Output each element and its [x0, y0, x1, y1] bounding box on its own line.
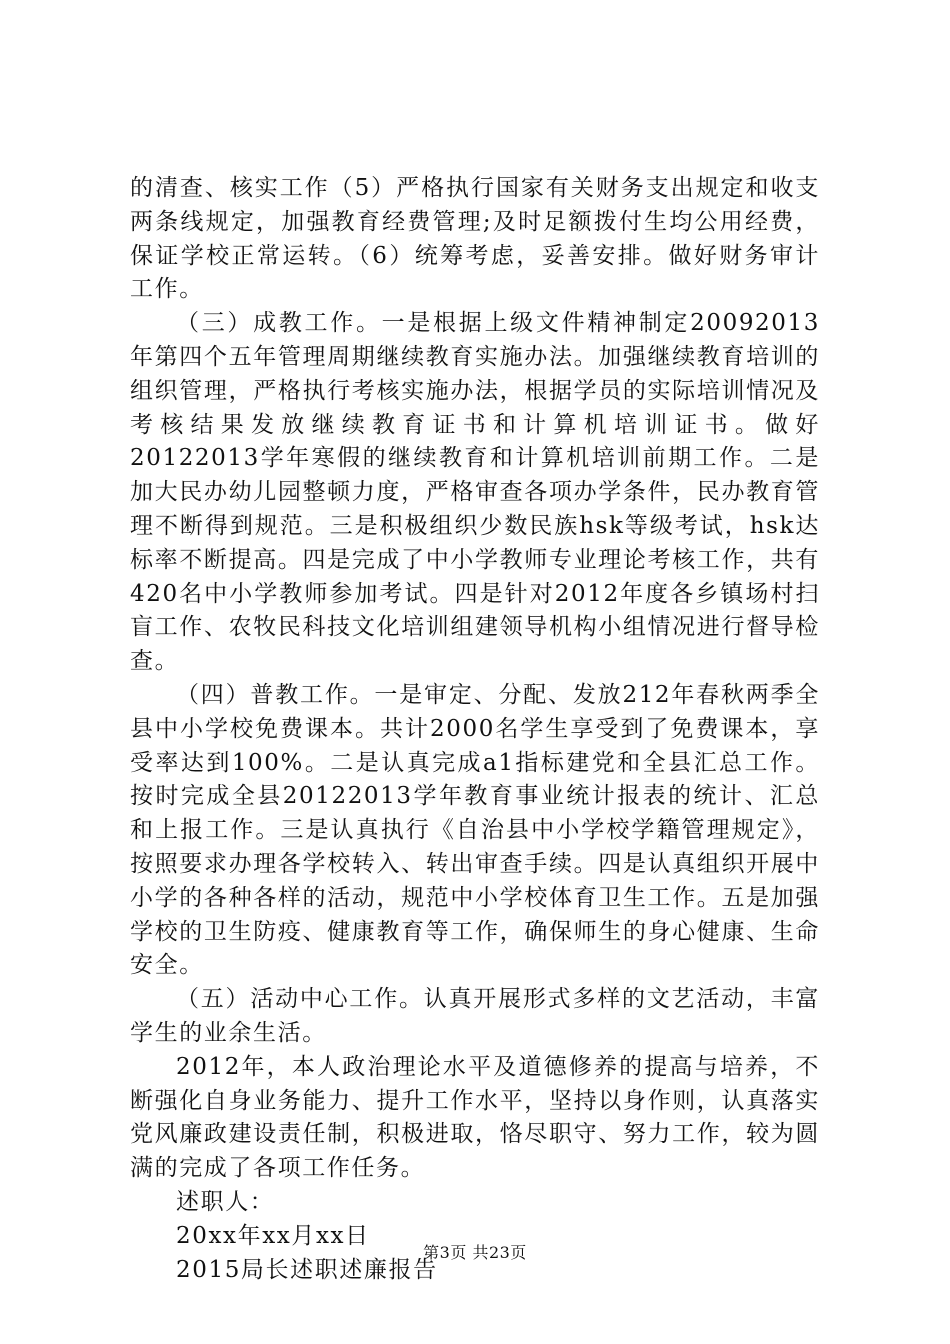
- next-report-title: 2015局长述职述廉报告: [176, 1256, 438, 1283]
- paragraph-finance-continued: 的清查、核实工作（5）严格执行国家有关财务支出规定和收支两条线规定，加强教育经费管理;及时足额拨付生均公用经费，保证学校正常运转。（6）统筹考虑，妥善安排。做好财务审计工作。: [130, 175, 820, 303]
- page-indicator: 第3页 共23页: [423, 1243, 527, 1262]
- signature-author-label: 述职人：: [176, 1188, 275, 1215]
- document-body: [130, 172, 820, 1287]
- page-footer: [0, 1240, 950, 1263]
- paragraph-general-education: （四）普教工作。一是审定、分配、发放212年春秋两季全县中小学校免费课本。共计2000名学生享受到了免费课本，享受率达到100%。二是认真完成a1指标建党和全县汇总工作。按时完成全县20122013学年教育事业统计报表的统计、汇总和上报工作。三是认真执行《自治县中小学校学籍管理规定》，按照要求办理各学校转入、转出审查手续。四是认真组织开展中小学的各种各样的活动，规范中小学校体育卫生工作。五是加强学校的卫生防疫、健康教育等工作，确保师生的身心健康、生命安全。: [130, 681, 820, 979]
- paragraph-summary: 2012年，本人政治理论水平及道德修养的提高与培养，不断强化自身业务能力、提升工作水平，坚持以身作则，认真落实党风廉政建设责任制，积极进取，恪尽职守、努力工作，较为圆满的完成了各项工作任务。: [130, 1053, 820, 1182]
- paragraph-activity-center: （五）活动中心工作。认真开展形式多样的文艺活动，丰富学生的业余生活。: [130, 986, 820, 1046]
- signature-date: 20xx年xx月xx日: [176, 1222, 370, 1249]
- paragraph-adult-education: （三）成教工作。一是根据上级文件精神制定20092013年第四个五年管理周期继续教育实施办法。加强继续教育培训的组织管理，严格执行考核实施办法，根据学员的实际培训情况及考核结果发放继续教育证书和计算机培训证书。做好20122013学年寒假的继续教育和计算机培训前期工作。二是加大民办幼儿园整顿力度，严格审查各项办学条件，民办教育管理不断得到规范。三是积极组织少数民族hsk等级考试，hsk达标率不断提高。四是完成了中小学教师专业理论考核工作，共有420名中小学教师参加考试。四是针对2012年度各乡镇场村扫盲工作、农牧民科技文化培训组建领导机构小组情况进行督导检查。: [130, 310, 820, 675]
